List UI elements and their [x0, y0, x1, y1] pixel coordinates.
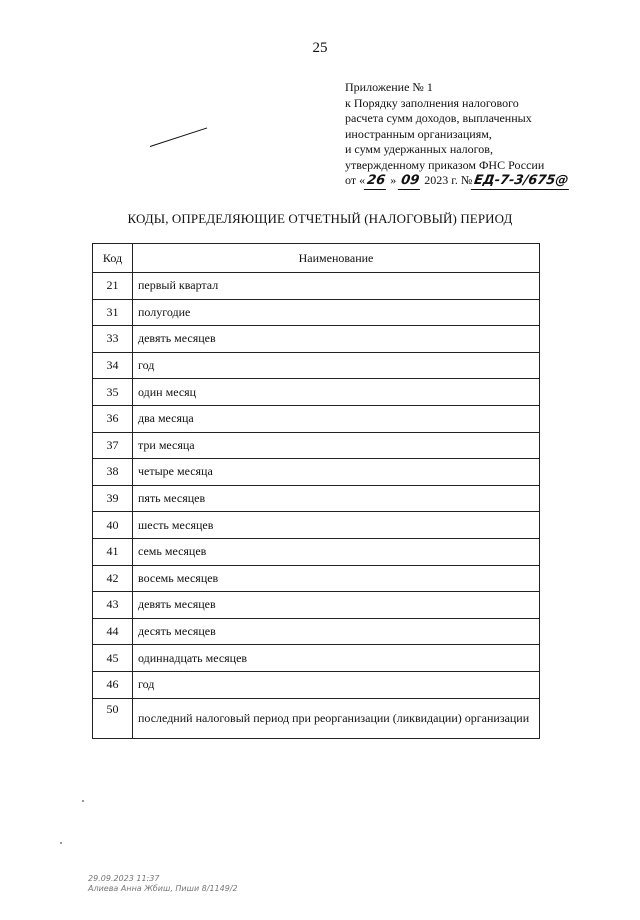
table-row — [93, 645, 540, 672]
table-row — [93, 273, 540, 300]
table-row — [93, 432, 540, 459]
cell-code: 40 — [93, 512, 133, 539]
table-row — [93, 698, 540, 738]
cell-name: один месяц — [133, 379, 540, 406]
cell-name: девять месяцев — [133, 592, 540, 619]
cell-code: 45 — [93, 645, 133, 672]
table-row — [93, 485, 540, 512]
cell-code: 34 — [93, 352, 133, 379]
table-row — [93, 671, 540, 698]
cell-code: 39 — [93, 485, 133, 512]
header-code: Код — [93, 244, 133, 273]
order-date-line — [345, 173, 605, 190]
cell-name: одиннадцать месяцев — [133, 645, 540, 672]
cell-name: десять месяцев — [133, 618, 540, 645]
document-title: КОДЫ, ОПРЕДЕЛЯЮЩИЕ ОТЧЕТНЫЙ (НАЛОГОВЫЙ) ПЕРИОД — [127, 211, 513, 226]
cell-name: год — [133, 671, 540, 698]
cell-name: семь месяцев — [133, 538, 540, 565]
handwritten-stroke — [150, 127, 207, 146]
table-row — [93, 326, 540, 353]
order-prefix: от « — [345, 173, 366, 187]
stamp-line: Алиева Анна Жбиш, Пиши 8/1149/2 — [88, 884, 238, 893]
cell-name: восемь месяцев — [133, 565, 540, 592]
cell-name: год — [133, 352, 540, 379]
cell-name: полугодие — [133, 299, 540, 326]
codes-table — [92, 243, 540, 739]
cell-code: 33 — [93, 326, 133, 353]
table-header-row — [93, 244, 540, 273]
table-row — [93, 538, 540, 565]
table-row — [93, 565, 540, 592]
signature-stamp — [88, 874, 238, 894]
table-row — [93, 352, 540, 379]
order-month: 09 — [398, 173, 422, 190]
table-row — [93, 459, 540, 486]
order-mid2: 2023 г. № — [424, 173, 473, 187]
appendix-line: расчета сумм доходов, выплаченных — [345, 111, 532, 125]
appendix-line: иностранным организациям, — [345, 126, 492, 141]
stamp-line: 29.09.2023 11:37 — [88, 874, 160, 883]
cell-code: 46 — [93, 671, 133, 698]
cell-name: девять месяцев — [133, 326, 540, 353]
cell-code: 37 — [93, 432, 133, 459]
order-day: 26 — [364, 173, 388, 190]
cell-name: пять месяцев — [133, 485, 540, 512]
cell-code: 31 — [93, 299, 133, 326]
cell-code: 50 — [93, 698, 133, 738]
table-row — [93, 618, 540, 645]
cell-name: три месяца — [133, 432, 540, 459]
cell-code: 44 — [93, 618, 133, 645]
scan-speck — [60, 842, 62, 844]
cell-code: 41 — [93, 538, 133, 565]
appendix-line: и сумм удержанных налогов, — [345, 142, 493, 156]
appendix-header — [345, 80, 605, 190]
cell-code: 36 — [93, 405, 133, 432]
scan-speck — [82, 800, 84, 802]
appendix-line: Приложение № 1 — [345, 80, 433, 94]
cell-code: 38 — [93, 459, 133, 486]
cell-name: четыре месяца — [133, 459, 540, 486]
appendix-line: утвержденному приказом ФНС России — [345, 157, 545, 172]
page-number: 25 — [312, 40, 328, 56]
cell-name: первый квартал — [133, 273, 540, 300]
order-number: ЕД-7-3/675@ — [471, 173, 572, 190]
cell-code: 21 — [93, 273, 133, 300]
header-name: Наименование — [133, 244, 540, 273]
cell-name: шесть месяцев — [133, 512, 540, 539]
table-row — [93, 379, 540, 406]
cell-name: последний налоговый период при реорганизации (ликвидации) организации — [133, 698, 540, 738]
table-row — [93, 299, 540, 326]
cell-code: 35 — [93, 379, 133, 406]
table-row — [93, 405, 540, 432]
order-mid1: » — [390, 173, 397, 187]
appendix-line: к Порядку заполнения налогового — [345, 95, 519, 110]
cell-code: 43 — [93, 592, 133, 619]
table-row — [93, 512, 540, 539]
cell-code: 42 — [93, 565, 133, 592]
table-row — [93, 592, 540, 619]
cell-name: два месяца — [133, 405, 540, 432]
